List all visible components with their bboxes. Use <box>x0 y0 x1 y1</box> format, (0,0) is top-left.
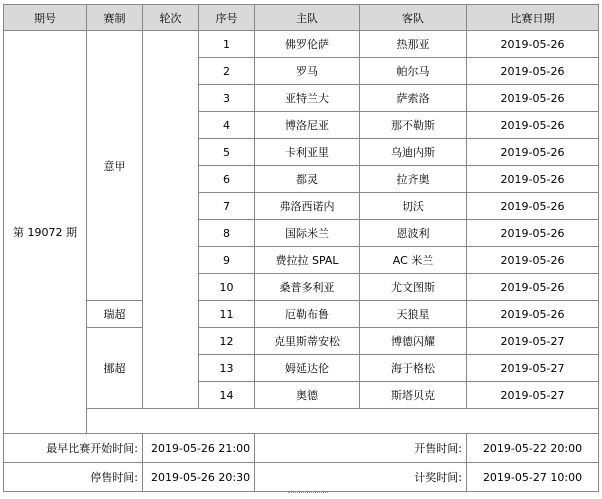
lottery-schedule-table <box>3 4 599 492</box>
match-number: 9 <box>199 247 255 274</box>
round-cell <box>143 31 199 409</box>
away-team: 斯塔贝克 <box>360 382 467 409</box>
match-number: 10 <box>199 274 255 301</box>
away-team: 拉齐奥 <box>360 166 467 193</box>
away-team: 恩波利 <box>360 220 467 247</box>
table-row <box>4 328 599 355</box>
home-team: 费拉拉 SPAL <box>255 247 360 274</box>
home-team: 厄勒布鲁 <box>255 301 360 328</box>
home-team: 佛罗伦萨 <box>255 31 360 58</box>
match-date: 2019-05-26 <box>467 220 599 247</box>
away-team: AC 米兰 <box>360 247 467 274</box>
table-row <box>4 31 599 58</box>
header-number: 序号 <box>199 5 255 31</box>
home-team: 姆延达伦 <box>255 355 360 382</box>
header-away-team: 客队 <box>360 5 467 31</box>
header-row <box>4 5 599 31</box>
match-number: 11 <box>199 301 255 328</box>
home-team: 国际米兰 <box>255 220 360 247</box>
home-team: 弗洛西诺内 <box>255 193 360 220</box>
match-date: 2019-05-26 <box>467 301 599 328</box>
match-date: 2019-05-26 <box>467 247 599 274</box>
home-team: 都灵 <box>255 166 360 193</box>
match-number: 4 <box>199 112 255 139</box>
info-row-2 <box>4 463 599 492</box>
header-match-date: 比赛日期 <box>467 5 599 31</box>
home-team: 亚特兰大 <box>255 85 360 112</box>
match-number: 8 <box>199 220 255 247</box>
away-team: 博德闪耀 <box>360 328 467 355</box>
home-team: 克里斯蒂安松 <box>255 328 360 355</box>
empty-cell <box>87 409 599 434</box>
sale-stop-label: 停售时间: <box>4 463 143 492</box>
info-row-1 <box>4 434 599 463</box>
empty-row <box>4 409 599 434</box>
sale-stop-value: 2019-05-26 20:30 <box>143 463 255 492</box>
match-number: 3 <box>199 85 255 112</box>
away-team: 帕尔马 <box>360 58 467 85</box>
away-team: 海于格松 <box>360 355 467 382</box>
prize-calc-label: 计奖时间: <box>255 463 467 492</box>
match-date: 2019-05-26 <box>467 139 599 166</box>
match-number: 14 <box>199 382 255 409</box>
home-team: 卡利亚里 <box>255 139 360 166</box>
away-team: 切沃 <box>360 193 467 220</box>
home-team: 罗马 <box>255 58 360 85</box>
sale-start-value: 2019-05-22 20:00 <box>467 434 599 463</box>
match-date: 2019-05-26 <box>467 112 599 139</box>
header-round: 轮次 <box>143 5 199 31</box>
match-number: 2 <box>199 58 255 85</box>
match-date: 2019-05-27 <box>467 355 599 382</box>
match-date: 2019-05-26 <box>467 58 599 85</box>
match-date: 2019-05-26 <box>467 85 599 112</box>
header-period: 期号 <box>4 5 87 31</box>
header-competition: 赛制 <box>87 5 143 31</box>
away-team: 萨索洛 <box>360 85 467 112</box>
earliest-start-label: 最早比赛开始时间: <box>4 434 143 463</box>
competition-cell-swiss: 瑞超 <box>87 301 143 328</box>
table-row <box>4 301 599 328</box>
home-team: 博洛尼亚 <box>255 112 360 139</box>
match-number: 12 <box>199 328 255 355</box>
match-date: 2019-05-27 <box>467 328 599 355</box>
header-home-team: 主队 <box>255 5 360 31</box>
match-date: 2019-05-27 <box>467 382 599 409</box>
prize-calc-value: 2019-05-27 10:00 <box>467 463 599 492</box>
competition-cell-italy: 意甲 <box>87 31 143 301</box>
away-team: 热那亚 <box>360 31 467 58</box>
sale-start-label: 开售时间: <box>255 434 467 463</box>
period-cell: 第 19072 期 <box>4 31 87 434</box>
home-team: 奥德 <box>255 382 360 409</box>
match-number: 6 <box>199 166 255 193</box>
home-team: 桑普多利亚 <box>255 274 360 301</box>
match-number: 1 <box>199 31 255 58</box>
away-team: 尤文图斯 <box>360 274 467 301</box>
match-date: 2019-05-26 <box>467 166 599 193</box>
match-number: 7 <box>199 193 255 220</box>
earliest-start-value: 2019-05-26 21:00 <box>143 434 255 463</box>
match-date: 2019-05-26 <box>467 193 599 220</box>
match-number: 5 <box>199 139 255 166</box>
away-team: 乌迪内斯 <box>360 139 467 166</box>
match-date: 2019-05-26 <box>467 31 599 58</box>
match-date: 2019-05-26 <box>467 274 599 301</box>
competition-cell-norway: 挪超 <box>87 328 143 409</box>
away-team: 天狼星 <box>360 301 467 328</box>
away-team: 那不勒斯 <box>360 112 467 139</box>
match-number: 13 <box>199 355 255 382</box>
